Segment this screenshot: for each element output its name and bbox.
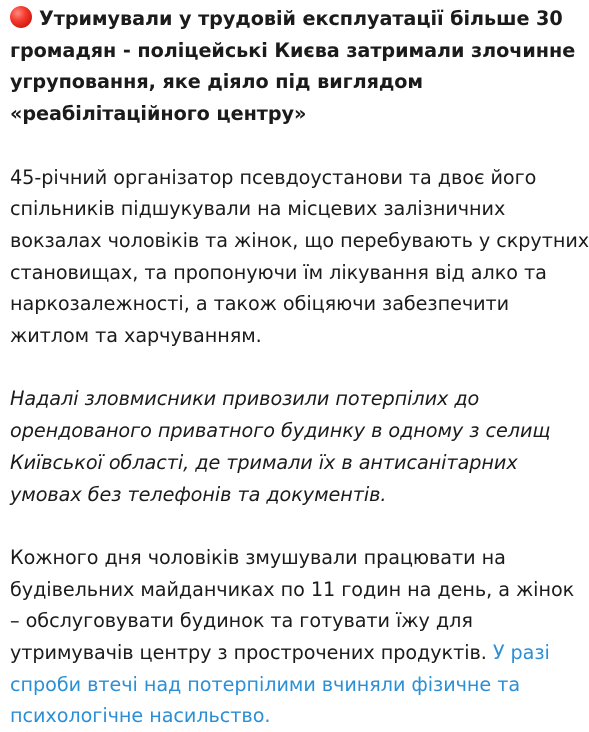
- paragraph-line: становищах, та пропонуючи їм лікування від алко та: [10, 260, 547, 284]
- post-headline: [10, 3, 576, 130]
- paragraph-line: вокзалах чоловіків та жінок, що перебувають у скрутних: [10, 228, 589, 252]
- violence-link[interactable]: спроби втечі над потерпілими вчиняли фізичне та: [10, 672, 521, 696]
- paragraph-line: Київської області, де тримали їх в антисанітарних: [10, 450, 518, 474]
- paragraph-line: утримувачів центру з прострочених продуктів. У разі: [10, 641, 550, 665]
- paragraph-line: орендованого приватного будинку в одному з селищ: [10, 419, 551, 443]
- paragraph-line: 45-річний організатор псевдоустанови та двоє його: [10, 165, 537, 189]
- paragraph-gap: [10, 510, 550, 542]
- headline-line: громадян - поліцейські Києва затримали злочинне: [10, 38, 576, 62]
- paragraph-labor: [10, 542, 575, 732]
- headline-line: угруповання, яке діяло під виглядом: [10, 70, 424, 94]
- paragraph-gap: [10, 130, 550, 162]
- paragraph-gap: [10, 352, 550, 384]
- headline-line: Утримували у трудовій експлуатації більше 30: [10, 3, 550, 35]
- telegram-post: [10, 3, 589, 732]
- paragraph-line: житлом та харчуванням.: [10, 324, 262, 348]
- paragraph-transport: [10, 383, 550, 510]
- paragraph-line: будівельних майданчиках по 11 годин на день, а жінок: [10, 577, 575, 601]
- paragraph-line: – обслуговувати будинок та готувати їжу для: [10, 609, 473, 633]
- paragraph-line: Кожного дня чоловіків змушували працювати на: [10, 545, 506, 569]
- headline-line: «реабілітаційного центру»: [10, 102, 307, 126]
- paragraph-line: Надалі зловмисники привозили потерпілих до: [10, 387, 480, 411]
- paragraph-line: наркозалежності, а також обіцяючи забезпечити: [10, 292, 510, 316]
- paragraph-line: спільників підшукували на місцевих залізничних: [10, 197, 506, 221]
- paragraph-line: умовах без телефонів та документів.: [10, 482, 387, 506]
- red-circle-icon: [10, 6, 32, 28]
- paragraph-organizer: [10, 162, 589, 352]
- violence-link[interactable]: У разі: [492, 641, 550, 665]
- violence-link[interactable]: психологічне насильство.: [10, 704, 271, 728]
